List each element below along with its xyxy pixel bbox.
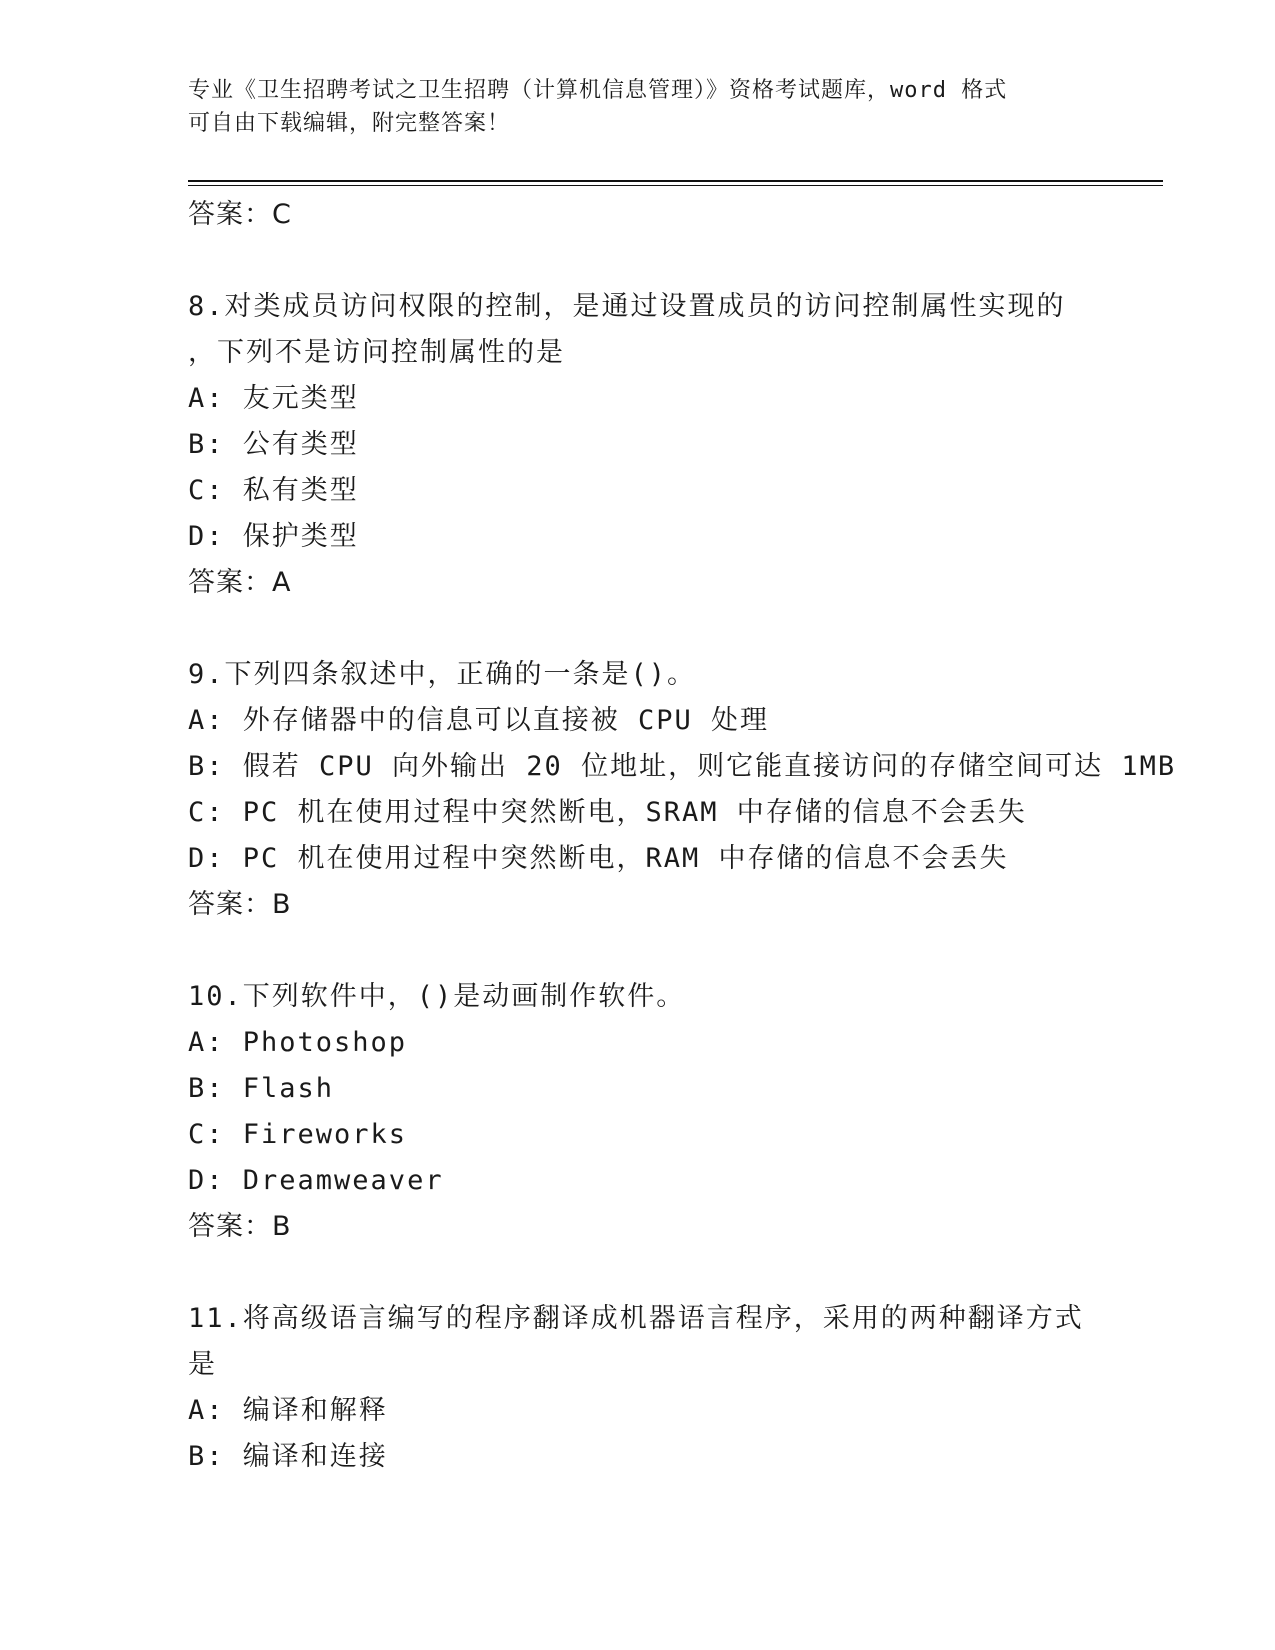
header-divider-thin [188, 185, 1163, 186]
question-text: 9.下列四条叙述中，正确的一条是()。 [188, 659, 697, 690]
question-text-continued: 是 [188, 1349, 217, 1380]
spacer [188, 238, 1148, 284]
question-9 [188, 652, 1177, 928]
option-b: B: Flash [188, 1073, 335, 1104]
option-d: D: Dreamweaver [188, 1165, 444, 1196]
spacer [188, 928, 1148, 974]
header-line-1: 专业《卫生招聘考试之卫生招聘（计算机信息管理）》资格考试题库，word 格式 [188, 78, 1008, 103]
question-11 [188, 1296, 1148, 1480]
spacer [188, 606, 1148, 652]
question-text: 10.下列软件中，()是动画制作软件。 [188, 981, 686, 1012]
header-line-2: 可自由下载编辑，附完整答案！ [188, 111, 511, 136]
option-c: C: 私有类型 [188, 475, 359, 506]
question-text: 11.将高级语言编写的程序翻译成机器语言程序，采用的两种翻译方式 [188, 1303, 1084, 1334]
document-header [188, 74, 1088, 140]
option-c: C: Fireworks [188, 1119, 408, 1150]
option-d: D: 保护类型 [188, 521, 359, 552]
option-b: B: 编译和连接 [188, 1441, 388, 1472]
option-b: B: 假若 CPU 向外输出 20 位地址，则它能直接访问的存储空间可达 1MB [188, 751, 1177, 782]
question-text: 8.对类成员访问权限的控制，是通过设置成员的访问控制属性实现的 [188, 291, 1066, 322]
question-10 [188, 974, 1148, 1250]
spacer [188, 1250, 1148, 1296]
option-a: A: 外存储器中的信息可以直接被 CPU 处理 [188, 705, 770, 736]
answer: 答案：B [188, 1211, 292, 1242]
question-text-continued: ，下列不是访问控制属性的是 [188, 337, 565, 368]
option-a: A: 友元类型 [188, 383, 359, 414]
header-divider-thick [188, 180, 1163, 182]
question-list [188, 192, 1177, 1480]
option-d: D: PC 机在使用过程中突然断电，RAM 中存储的信息不会丢失 [188, 843, 1009, 874]
option-b: B: 公有类型 [188, 429, 359, 460]
question-8 [188, 284, 1148, 606]
option-c: C: PC 机在使用过程中突然断电，SRAM 中存储的信息不会丢失 [188, 797, 1027, 828]
option-a: A: Photoshop [188, 1027, 408, 1058]
answer-previous: 答案：C [188, 199, 292, 230]
answer: 答案：A [188, 567, 292, 598]
option-a: A: 编译和解释 [188, 1395, 388, 1426]
answer: 答案：B [188, 889, 292, 920]
